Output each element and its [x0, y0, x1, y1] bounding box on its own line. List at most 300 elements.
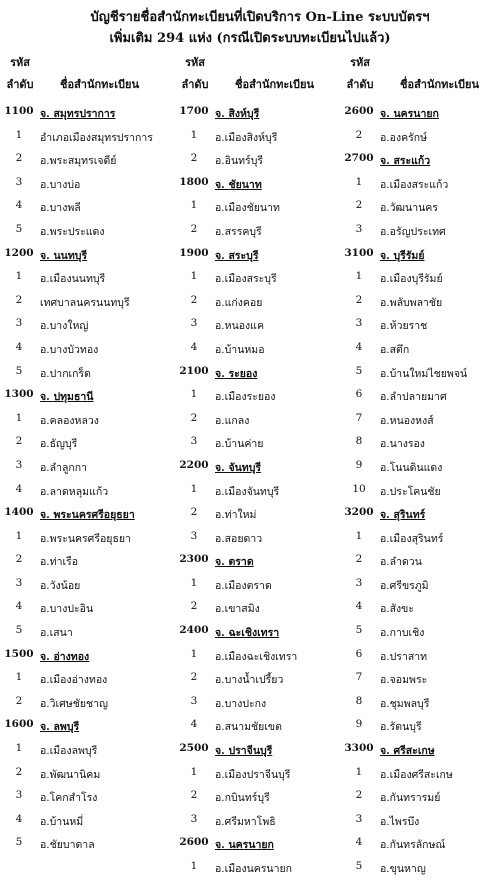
office-name: อ.รัตนบุรี — [380, 721, 422, 734]
office-order: 1 — [190, 576, 198, 589]
office-name: อ.เมืองศรีสะเกษ — [380, 768, 453, 781]
office-row — [175, 667, 340, 691]
province-code: 2600 — [179, 836, 209, 849]
office-order: 3 — [190, 812, 198, 825]
office-order: 2 — [355, 293, 363, 306]
header-code: รหัส — [350, 56, 370, 69]
office-row — [0, 172, 175, 196]
office-order: 2 — [190, 789, 198, 802]
office-row — [0, 526, 175, 550]
office-name: อ.เมืองจันทบุรี — [215, 485, 280, 498]
office-row — [0, 431, 175, 455]
office-row — [340, 384, 500, 408]
office-order: 1 — [355, 765, 363, 778]
province-name: จ. ฉะเชิงเทรา — [215, 627, 280, 640]
province-name: จ. สระแก้ว — [380, 155, 431, 168]
province-code: 2600 — [344, 105, 374, 117]
office-name: อ.อินทร์บุรี — [215, 155, 263, 168]
office-name: อ.ห้วยราช — [380, 320, 428, 333]
office-order: 2 — [355, 553, 363, 566]
office-name: อ.ประโคนชัย — [380, 485, 441, 498]
province-name: จ. พระนครศรีอยุธยา — [40, 509, 135, 522]
office-row — [175, 219, 340, 243]
office-order: 2 — [15, 694, 23, 707]
office-order: 3 — [190, 529, 198, 542]
province-name: จ. นนทบุรี — [40, 249, 88, 262]
office-name: อ.บ้านค่าย — [215, 438, 264, 451]
office-row — [175, 714, 340, 738]
office-name: อ.บางบ่อ — [40, 178, 81, 191]
office-row — [340, 337, 500, 361]
office-order: 1 — [15, 128, 23, 141]
office-row — [340, 691, 500, 715]
office-row — [0, 361, 175, 385]
province-code: 3300 — [344, 742, 374, 755]
province-name: จ. ระยอง — [215, 367, 258, 380]
province-row — [175, 243, 340, 267]
office-order: 3 — [355, 812, 363, 825]
office-order: 2 — [190, 671, 198, 684]
office-name: อ.แก่งคอย — [215, 296, 263, 309]
office-row — [0, 596, 175, 620]
office-row — [340, 809, 500, 833]
office-row — [175, 195, 340, 219]
office-row — [340, 644, 500, 668]
province-row — [0, 384, 175, 408]
province-name: จ. นครนายก — [215, 839, 274, 852]
province-name: จ. ตราด — [215, 556, 254, 569]
province-code: 1100 — [4, 105, 34, 117]
office-row — [175, 785, 340, 809]
province-row — [340, 243, 500, 267]
office-order: 7 — [355, 671, 363, 684]
office-name: อ.ขุนหาญ — [380, 863, 426, 875]
office-row — [340, 219, 500, 243]
office-row — [175, 290, 340, 314]
office-order: 2 — [15, 553, 23, 566]
office-row — [175, 125, 340, 149]
office-order: 2 — [15, 765, 23, 778]
column-1 — [0, 53, 175, 852]
office-row — [175, 502, 340, 526]
office-name: อ.เมืองตราด — [215, 579, 272, 592]
office-name: อ.องครักษ์ — [380, 131, 428, 144]
office-name: อ.วิเศษชัยชาญ — [40, 697, 108, 710]
office-row — [175, 573, 340, 597]
province-code: 1200 — [4, 246, 34, 259]
province-name: จ. สุรินทร์ — [380, 509, 426, 522]
office-order: 2 — [355, 789, 363, 802]
office-order: 3 — [15, 175, 23, 188]
office-row — [340, 125, 500, 149]
province-row — [175, 101, 340, 125]
office-row — [175, 408, 340, 432]
office-order: 3 — [15, 317, 23, 330]
office-row — [175, 266, 340, 290]
office-list — [0, 101, 175, 856]
office-name: อ.เขาสมิง — [215, 603, 260, 616]
office-row — [0, 667, 175, 691]
office-name: อ.สตึก — [380, 343, 410, 356]
province-code: 1900 — [179, 246, 209, 259]
office-name: อ.เมืองลพบุรี — [40, 745, 98, 758]
office-order: 4 — [190, 340, 198, 353]
office-name: อ.บางพลี — [40, 202, 81, 215]
office-name: อ.สรรคบุรี — [215, 225, 262, 238]
province-name: จ. นครนายก — [380, 108, 439, 120]
office-name: อ.เมืองชัยนาท — [215, 202, 280, 215]
office-name: อ.เมืองสระบุรี — [215, 273, 277, 286]
office-order: 1 — [355, 270, 363, 283]
province-code: 1500 — [4, 647, 34, 660]
office-name: อ.บางปะอิน — [40, 603, 94, 616]
office-order: 3 — [15, 576, 23, 589]
office-order: 3 — [190, 694, 198, 707]
province-row — [0, 714, 175, 738]
office-name: อ.เมืองบุรีรัมย์ — [380, 273, 443, 286]
office-name: อ.ปราสาท — [380, 650, 428, 663]
office-order: 1 — [355, 175, 363, 188]
office-name: อ.เมืองสุรินทร์ — [380, 532, 444, 545]
office-name: อ.พระสมุทรเจดีย์ — [40, 155, 117, 168]
office-order: 3 — [355, 576, 363, 589]
office-name: อ.ปากเกร็ด — [40, 367, 91, 380]
header-order: ลำดับ — [6, 78, 34, 91]
office-name: อ.คลองหลวง — [40, 414, 99, 427]
header-office-name: ชื่อสำนักทะเบียน — [235, 78, 315, 91]
office-order: 1 — [355, 529, 363, 542]
province-row — [175, 832, 340, 856]
office-row — [340, 266, 500, 290]
office-name: อ.เมืองนนทบุรี — [40, 273, 106, 286]
column-3 — [340, 53, 500, 875]
office-name: อ.ลำปลายมาศ — [380, 391, 447, 404]
office-name: อ.ศรีมหาโพธิ — [215, 815, 276, 828]
province-name: จ. ชัยนาท — [215, 178, 262, 191]
office-row — [0, 832, 175, 856]
office-name: อ.เมืองระยอง — [215, 391, 276, 404]
office-name: อำเภอเมืองสมุทรปราการ — [40, 131, 153, 144]
office-row — [175, 313, 340, 337]
province-row — [0, 101, 175, 125]
province-name: จ. ปทุมธานี — [40, 391, 94, 404]
header-code: รหัส — [10, 56, 30, 69]
office-row — [0, 691, 175, 715]
office-order: 4 — [15, 199, 23, 212]
office-order: 4 — [15, 340, 23, 353]
column-header — [340, 53, 500, 93]
province-row — [0, 243, 175, 267]
office-row — [0, 337, 175, 361]
office-row — [340, 455, 500, 479]
office-name: อ.บ้านใหม่ไชยพจน์ — [380, 367, 468, 380]
office-order: 1 — [190, 860, 198, 872]
office-order: 4 — [190, 718, 198, 731]
office-row — [340, 408, 500, 432]
province-code: 2100 — [179, 364, 209, 377]
office-name: อ.บางใหญ่ — [40, 320, 89, 333]
office-row — [0, 125, 175, 149]
province-name: จ. ลพบุรี — [40, 721, 80, 734]
document-subtitle: เพิ่มเติม 294 แห่ง (กรณีเปิดระบบทะเบียนไปแล้ว) — [109, 31, 391, 46]
office-order: 10 — [352, 482, 366, 495]
office-order: 5 — [15, 836, 23, 849]
office-order: 3 — [190, 435, 198, 448]
office-row — [175, 337, 340, 361]
office-row — [0, 408, 175, 432]
office-row — [340, 313, 500, 337]
office-row — [340, 785, 500, 809]
office-name: อ.สนามชัยเขต — [215, 721, 282, 734]
province-code: 2500 — [179, 742, 209, 755]
office-row — [175, 644, 340, 668]
office-row — [0, 573, 175, 597]
office-name: อ.เมืองสระแก้ว — [380, 178, 449, 191]
office-name: อ.พระประแดง — [40, 225, 105, 238]
office-order: 1 — [190, 128, 198, 141]
office-name: อ.เสนา — [40, 627, 73, 640]
office-name: อ.ลำดวน — [380, 556, 422, 569]
office-row — [0, 313, 175, 337]
office-row — [0, 290, 175, 314]
office-row — [340, 832, 500, 856]
office-name: อ.เมืองฉะเชิงเทรา — [215, 650, 298, 663]
province-code: 2200 — [179, 458, 209, 471]
province-row — [340, 148, 500, 172]
office-row — [175, 431, 340, 455]
office-row — [340, 667, 500, 691]
office-name: อ.เมืองสิงห์บุรี — [215, 131, 278, 144]
office-name: อ.กาบเชิง — [380, 627, 425, 640]
office-order: 4 — [15, 600, 23, 613]
office-order: 2 — [190, 411, 198, 424]
office-order: 1 — [190, 199, 198, 212]
province-row — [175, 549, 340, 573]
header-office-name: ชื่อสำนักทะเบียน — [400, 78, 480, 91]
office-name: อ.ธัญบุรี — [40, 438, 78, 451]
office-list — [175, 101, 340, 880]
office-order: 2 — [15, 435, 23, 448]
header-code: รหัส — [185, 56, 205, 69]
office-name: อ.หนองแค — [215, 320, 264, 333]
office-name: อ.ศรีขรภูมิ — [380, 579, 429, 592]
office-name: อ.บางปะกง — [215, 697, 267, 710]
office-order: 1 — [190, 388, 198, 401]
office-row — [175, 479, 340, 503]
office-name: อ.กบินทร์บุรี — [215, 792, 270, 805]
office-name: อ.แกลง — [215, 414, 250, 427]
office-name: อ.โนนดินแดง — [380, 461, 443, 474]
office-row — [0, 762, 175, 786]
office-name: อ.โคกสำโรง — [40, 792, 98, 805]
office-row — [0, 738, 175, 762]
province-code: 3100 — [344, 246, 374, 259]
office-row — [340, 573, 500, 597]
office-order: 7 — [355, 411, 363, 424]
office-row — [340, 596, 500, 620]
office-row — [0, 479, 175, 503]
office-order: 2 — [190, 152, 198, 165]
office-name: อ.พระนครศรีอยุธยา — [40, 532, 131, 545]
province-code: 2700 — [344, 152, 374, 165]
province-name: จ. สิงห์บุรี — [215, 108, 260, 120]
province-name: จ. บุรีรัมย์ — [380, 249, 425, 262]
header-office-name: ชื่อสำนักทะเบียน — [60, 78, 140, 91]
office-row — [0, 785, 175, 809]
office-order: 3 — [355, 317, 363, 330]
office-row — [340, 172, 500, 196]
office-order: 2 — [190, 222, 198, 235]
document-title: บัญชีรายชื่อสำนักทะเบียนที่เปิดบริการ On-Line ระบบบัตรฯ — [90, 10, 430, 25]
office-order: 1 — [190, 482, 198, 495]
office-order: 2 — [190, 293, 198, 306]
province-name: จ. อ่างทอง — [40, 650, 90, 663]
office-row — [340, 431, 500, 455]
office-row — [0, 148, 175, 172]
province-code: 1400 — [4, 506, 34, 519]
office-row — [0, 455, 175, 479]
office-name: อ.เมืองปราจีนบุรี — [215, 768, 291, 781]
office-order: 8 — [355, 435, 363, 448]
office-row — [0, 809, 175, 833]
office-row — [175, 526, 340, 550]
office-order: 5 — [355, 364, 363, 377]
province-code: 3200 — [344, 506, 374, 519]
office-name: อ.จอมพระ — [380, 674, 428, 687]
office-row — [175, 809, 340, 833]
office-name: อ.วัฒนานคร — [380, 202, 438, 215]
office-order: 2 — [355, 199, 363, 212]
office-name: อ.ชุมพลบุรี — [380, 697, 430, 710]
office-order: 1 — [15, 270, 23, 283]
office-order: 4 — [15, 482, 23, 495]
office-order: 4 — [15, 812, 23, 825]
office-order: 1 — [15, 411, 23, 424]
province-code: 1800 — [179, 175, 209, 188]
office-name: อ.กันทรารมย์ — [380, 792, 441, 805]
office-name: อ.สังขะ — [380, 603, 414, 616]
office-row — [0, 195, 175, 219]
office-order: 1 — [15, 742, 23, 755]
province-name: จ. สระบุรี — [215, 249, 259, 262]
office-order: 3 — [15, 789, 23, 802]
office-name: อ.ชัยบาดาล — [40, 839, 95, 852]
province-row — [175, 620, 340, 644]
office-name: อ.ลำลูกกา — [40, 461, 88, 474]
office-order: 5 — [15, 624, 23, 637]
office-name: เทศบาลนครนนทบุรี — [40, 296, 130, 309]
column-header — [175, 53, 340, 93]
office-row — [340, 479, 500, 503]
office-order: 1 — [190, 647, 198, 660]
office-list — [340, 101, 500, 880]
province-row — [0, 502, 175, 526]
office-order: 4 — [355, 340, 363, 353]
office-name: อ.เมืองอ่างทอง — [40, 674, 108, 687]
province-row — [175, 738, 340, 762]
province-row — [340, 738, 500, 762]
office-name: อ.ท่าเรือ — [40, 556, 78, 569]
province-name: จ. ศรีสะเกษ — [380, 745, 435, 758]
province-row — [175, 361, 340, 385]
office-row — [0, 620, 175, 644]
office-row — [175, 596, 340, 620]
office-name: อ.ไพรบึง — [380, 815, 420, 828]
office-order: 5 — [355, 624, 363, 637]
office-row — [0, 219, 175, 243]
office-row — [175, 148, 340, 172]
office-row — [175, 762, 340, 786]
province-name: จ. สมุทรปราการ — [40, 108, 116, 120]
office-order: 4 — [355, 600, 363, 613]
office-name: อ.นางรอง — [380, 438, 425, 451]
office-order: 2 — [355, 128, 363, 141]
province-row — [340, 502, 500, 526]
office-row — [0, 266, 175, 290]
office-name: อ.อรัญประเทศ — [380, 225, 446, 238]
province-row — [175, 172, 340, 196]
office-row — [340, 195, 500, 219]
office-order: 1 — [190, 270, 198, 283]
office-order: 9 — [355, 458, 363, 471]
header-order: ลำดับ — [181, 78, 209, 91]
header-order: ลำดับ — [346, 78, 374, 91]
office-name: อ.พลับพลาชัย — [380, 296, 443, 309]
province-name: จ. ปราจีนบุรี — [215, 745, 273, 758]
office-row — [340, 620, 500, 644]
office-row — [0, 549, 175, 573]
province-row — [175, 455, 340, 479]
office-name: อ.ลาดหลุมแก้ว — [40, 485, 109, 498]
province-code: 1300 — [4, 388, 34, 401]
office-order: 3 — [15, 458, 23, 471]
office-row — [340, 856, 500, 880]
office-name: อ.ท่าใหม่ — [215, 509, 257, 522]
office-order: 9 — [355, 718, 363, 731]
province-code: 1600 — [4, 718, 34, 731]
office-row — [340, 361, 500, 385]
office-order: 1 — [190, 765, 198, 778]
province-code: 2300 — [179, 553, 209, 566]
office-name: อ.บางน้ำเปรี้ยว — [215, 674, 284, 687]
office-order: 1 — [15, 671, 23, 684]
office-order: 4 — [355, 836, 363, 849]
column-header — [0, 53, 175, 93]
office-order: 1 — [15, 529, 23, 542]
office-order: 3 — [355, 222, 363, 235]
office-row — [340, 762, 500, 786]
office-name: อ.บ้านหมอ — [215, 343, 265, 356]
province-row — [340, 101, 500, 125]
office-order: 5 — [15, 364, 23, 377]
office-name: อ.บางบัวทอง — [40, 343, 99, 356]
office-order: 2 — [190, 600, 198, 613]
province-code: 1700 — [179, 105, 209, 117]
office-order: 6 — [355, 647, 363, 660]
office-name: อ.หนองหงส์ — [380, 414, 434, 427]
office-row — [340, 549, 500, 573]
office-row — [175, 691, 340, 715]
province-name: จ. จันทบุรี — [215, 461, 262, 474]
office-row — [340, 526, 500, 550]
office-name: อ.บ้านหมี่ — [40, 815, 84, 828]
office-order: 3 — [190, 317, 198, 330]
office-name: อ.กันทรลักษณ์ — [380, 839, 446, 852]
office-name: อ.เมืองนครนายก — [215, 863, 293, 875]
office-order: 6 — [355, 388, 363, 401]
office-row — [340, 290, 500, 314]
office-name: อ.พัฒนานิคม — [40, 768, 101, 781]
